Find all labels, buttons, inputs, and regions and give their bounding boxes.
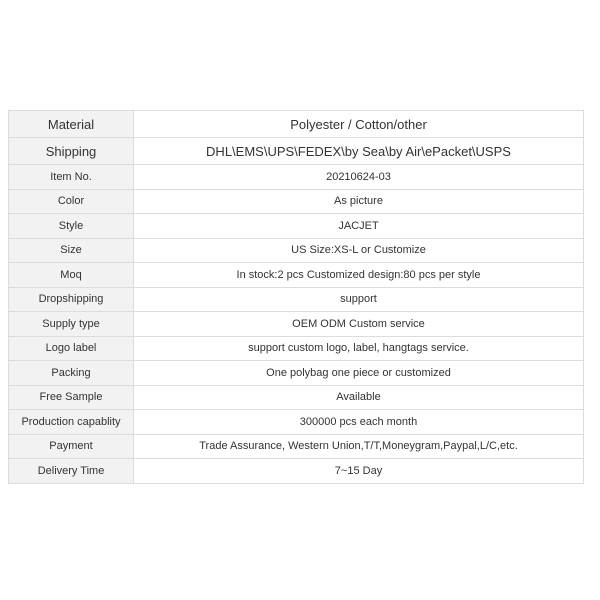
spec-value: support custom logo, label, hangtags service. — [134, 336, 584, 361]
spec-label: Size — [9, 238, 134, 263]
spec-value: US Size:XS-L or Customize — [134, 238, 584, 263]
spec-row-style — [9, 214, 584, 239]
spec-label: Color — [9, 189, 134, 214]
spec-value: OEM ODM Custom service — [134, 312, 584, 337]
spec-row-size — [9, 238, 584, 263]
spec-label: Material — [9, 111, 134, 138]
spec-row-payment — [9, 434, 584, 459]
spec-label: Style — [9, 214, 134, 239]
spec-label: Free Sample — [9, 385, 134, 410]
spec-value: One polybag one piece or customized — [134, 361, 584, 386]
spec-value: JACJET — [134, 214, 584, 239]
spec-row-delivery-time — [9, 459, 584, 484]
spec-value: As picture — [134, 189, 584, 214]
product-spec-table — [8, 110, 584, 484]
spec-label: Delivery Time — [9, 459, 134, 484]
spec-label: Item No. — [9, 165, 134, 190]
spec-label: Supply type — [9, 312, 134, 337]
spec-label: Packing — [9, 361, 134, 386]
spec-value: Available — [134, 385, 584, 410]
spec-value: 300000 pcs each month — [134, 410, 584, 435]
spec-row-free-sample — [9, 385, 584, 410]
spec-label: Logo label — [9, 336, 134, 361]
spec-row-dropshipping — [9, 287, 584, 312]
spec-label: Payment — [9, 434, 134, 459]
spec-value: Polyester / Cotton/other — [134, 111, 584, 138]
spec-row-moq — [9, 263, 584, 288]
spec-row-item-no — [9, 165, 584, 190]
spec-row-logo-label — [9, 336, 584, 361]
spec-value: In stock:2 pcs Customized design:80 pcs per style — [134, 263, 584, 288]
spec-row-color — [9, 189, 584, 214]
spec-row-material — [9, 111, 584, 138]
spec-label: Moq — [9, 263, 134, 288]
spec-value: 20210624-03 — [134, 165, 584, 190]
spec-row-supply-type — [9, 312, 584, 337]
spec-label: Shipping — [9, 138, 134, 165]
spec-value: support — [134, 287, 584, 312]
spec-value: Trade Assurance, Western Union,T/T,Moneygram,Paypal,L/C,etc. — [134, 434, 584, 459]
spec-value: DHL\EMS\UPS\FEDEX\by Sea\by Air\ePacket\USPS — [134, 138, 584, 165]
spec-row-packing — [9, 361, 584, 386]
spec-row-shipping — [9, 138, 584, 165]
spec-row-production-capablity — [9, 410, 584, 435]
spec-label: Production capablity — [9, 410, 134, 435]
spec-label: Dropshipping — [9, 287, 134, 312]
spec-value: 7~15 Day — [134, 459, 584, 484]
